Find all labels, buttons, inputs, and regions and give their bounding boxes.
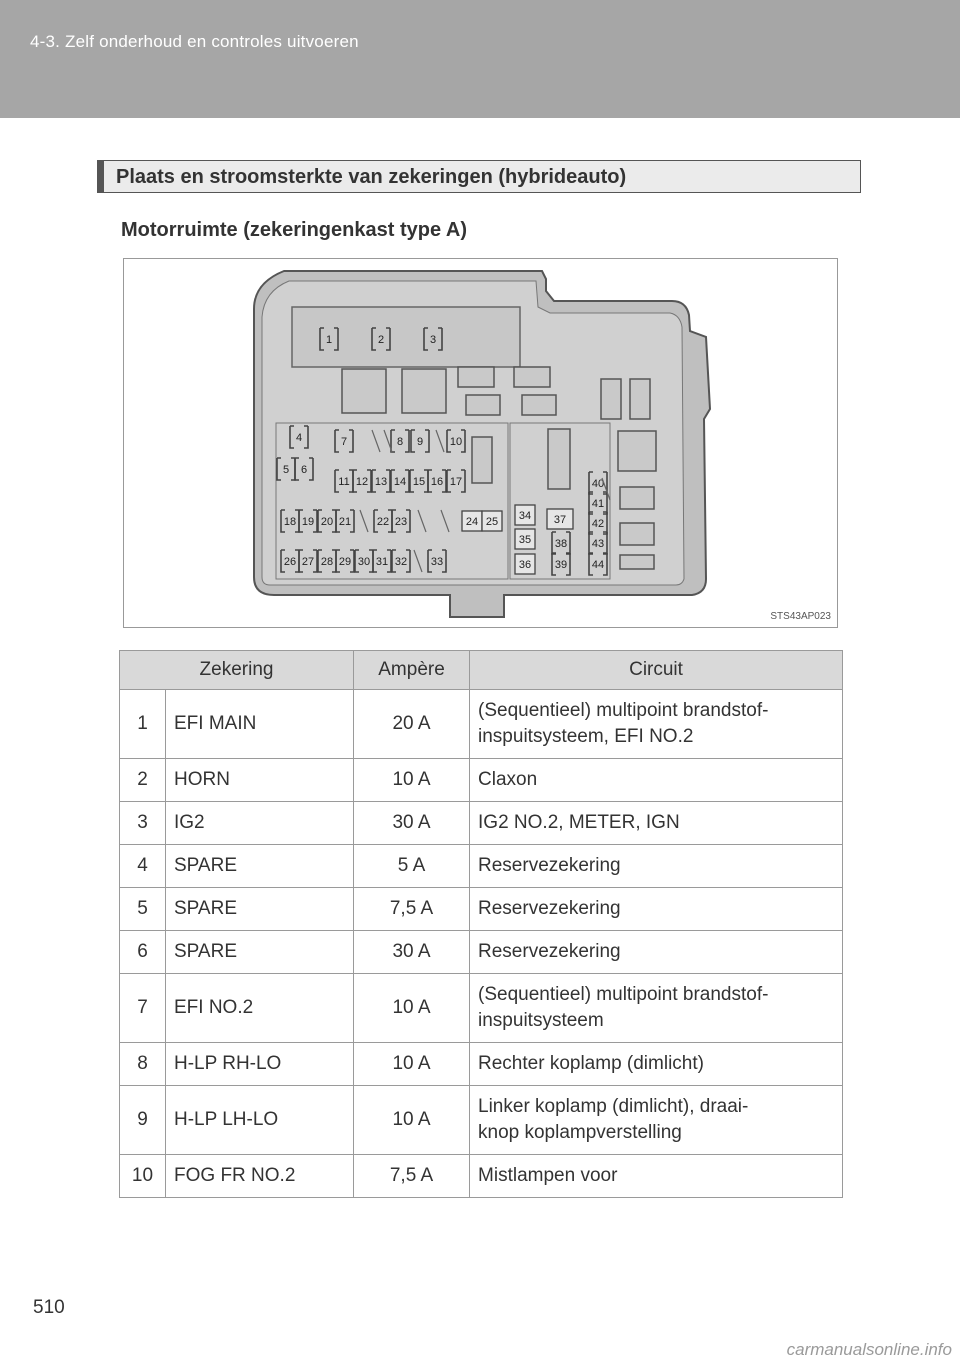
fuse-name: EFI NO.2: [166, 974, 354, 1043]
fuse-label: 6: [300, 464, 308, 476]
fuse-label: 9: [416, 436, 424, 448]
fuse-number: 2: [120, 759, 166, 802]
fuse-label: 22: [376, 516, 390, 528]
fuse-label: 31: [375, 556, 389, 568]
relay-block: [630, 379, 650, 419]
fuse-slot-24: [462, 511, 482, 531]
relay-block: [620, 555, 654, 569]
fuse-label: 41: [591, 498, 605, 510]
fuse-circuit: (Sequentieel) multipoint brandstof- inspuitsysteem, EFI NO.2: [470, 690, 843, 759]
fuse-label: 13: [374, 476, 388, 488]
fuse-label: 40: [591, 478, 605, 490]
fuse-name: SPARE: [166, 888, 354, 931]
fuse-number: 3: [120, 802, 166, 845]
fuse-name: FOG FR NO.2: [166, 1155, 354, 1198]
fuse-label: 27: [301, 556, 315, 568]
fuse-circuit: Rechter koplamp (dimlicht): [470, 1043, 843, 1086]
fuse-label: 14: [393, 476, 407, 488]
fuse-circuit: Mistlampen voor: [470, 1155, 843, 1198]
fuse-number: 5: [120, 888, 166, 931]
fuse-label: 1: [325, 334, 333, 346]
fuse-label: 26: [283, 556, 297, 568]
fuse-label: 28: [320, 556, 334, 568]
fuse-slot-35: [515, 529, 535, 549]
relay-block: [466, 395, 500, 415]
fuse-label: 15: [412, 476, 426, 488]
relay-block: [458, 367, 494, 387]
table-row: [120, 1043, 843, 1086]
table-row: [120, 1155, 843, 1198]
relay-block: [548, 429, 570, 489]
fuse-label: 4: [295, 432, 303, 444]
page-number: 510: [33, 1297, 65, 1318]
fuse-label: 10: [449, 436, 463, 448]
fuse-label: 20: [320, 516, 334, 528]
fuse-name: SPARE: [166, 845, 354, 888]
fuse-label: 11: [338, 476, 350, 488]
fuse-number: 9: [120, 1086, 166, 1155]
table-row: [120, 974, 843, 1043]
fuse-label: 25: [485, 516, 499, 528]
diagram-code: STS43AP023: [770, 611, 831, 622]
fuse-amperage: 20 A: [354, 690, 470, 759]
fuse-slot-34: [515, 505, 535, 525]
fuse-name: H-LP RH-LO: [166, 1043, 354, 1086]
relay-block: [522, 395, 556, 415]
section-title-bar: [97, 160, 861, 193]
header-fuse: Zekering: [120, 651, 354, 690]
table-row: [120, 845, 843, 888]
fuse-label: 44: [591, 559, 605, 571]
fuse-number: 8: [120, 1043, 166, 1086]
fuse-circuit: Claxon: [470, 759, 843, 802]
fuse-label: 12: [355, 476, 369, 488]
fuse-circuit: Reservezekering: [470, 845, 843, 888]
fuse-label: 33: [430, 556, 444, 568]
fuse-amperage: 7,5 A: [354, 1155, 470, 1198]
fuse-label: 3: [429, 334, 437, 346]
table-row: [120, 690, 843, 759]
table-row: [120, 1086, 843, 1155]
fuse-name: EFI MAIN: [166, 690, 354, 759]
table-header-row: [120, 651, 843, 690]
fuse-amperage: 10 A: [354, 759, 470, 802]
section-accent: [98, 161, 104, 192]
fuse-amperage: 30 A: [354, 802, 470, 845]
chapter-title: 4-3. Zelf onderhoud en controles uitvoeren: [30, 32, 359, 51]
section-subtitle: Motorruimte (zekeringenkast type A): [121, 219, 467, 241]
fuse-number: 7: [120, 974, 166, 1043]
fuse-name: IG2: [166, 802, 354, 845]
relay-block: [472, 437, 492, 483]
fuse-label: 37: [553, 514, 567, 526]
fuse-circuit: Reservezekering: [470, 888, 843, 931]
fuse-amperage: 5 A: [354, 845, 470, 888]
relay-block: [620, 487, 654, 509]
section-title: Plaats en stroomsterkte van zekeringen (hybrideauto): [116, 166, 627, 188]
fuse-amperage: 10 A: [354, 1086, 470, 1155]
fuse-label: 38: [554, 538, 568, 550]
fuse-slot-36: [515, 554, 535, 574]
fuse-box-diagram: [123, 258, 838, 628]
fuse-label: 7: [340, 436, 348, 448]
fuse-label: 8: [396, 436, 404, 448]
fuse-label: 34: [518, 510, 532, 522]
relay-block: [620, 523, 654, 545]
fuse-label: 43: [591, 538, 605, 550]
fuse-label: 42: [591, 518, 605, 530]
fuse-number: 10: [120, 1155, 166, 1198]
table-row: [120, 802, 843, 845]
fuse-label: 32: [394, 556, 408, 568]
fuse-amperage: 7,5 A: [354, 888, 470, 931]
header-circuit: Circuit: [470, 651, 843, 690]
relay-block: [601, 379, 621, 419]
fuse-circuit: IG2 NO.2, METER, IGN: [470, 802, 843, 845]
fuse-name: H-LP LH-LO: [166, 1086, 354, 1155]
fuse-label: 21: [338, 516, 352, 528]
fuse-label: 23: [394, 516, 408, 528]
fuse-name: SPARE: [166, 931, 354, 974]
relay-block: [342, 369, 386, 413]
fuse-label: 16: [430, 476, 444, 488]
fuse-label: 17: [449, 476, 463, 488]
relay-block: [514, 367, 550, 387]
fuse-label: 5: [282, 464, 290, 476]
fuse-label: 30: [357, 556, 371, 568]
fuse-circuit: Linker koplamp (dimlicht), draai- knop koplampverstelling: [470, 1086, 843, 1155]
fuse-label: 36: [518, 559, 532, 571]
table-row: [120, 759, 843, 802]
fuse-label: 24: [465, 516, 479, 528]
fuse-name: HORN: [166, 759, 354, 802]
table-row: [120, 931, 843, 974]
fuse-label: 2: [377, 334, 385, 346]
fuse-label: 29: [338, 556, 352, 568]
fuse-number: 6: [120, 931, 166, 974]
fuse-table: [119, 650, 843, 1198]
fuse-circuit: (Sequentieel) multipoint brandstof- inspuitsysteem: [470, 974, 843, 1043]
fuse-circuit: Reservezekering: [470, 931, 843, 974]
watermark: carmanualsonline.info: [786, 1340, 952, 1359]
fuse-label: 19: [301, 516, 315, 528]
fuse-amperage: 10 A: [354, 974, 470, 1043]
fuse-label: 35: [518, 534, 532, 546]
fuse-number: 4: [120, 845, 166, 888]
fuse-amperage: 10 A: [354, 1043, 470, 1086]
fuse-label: 18: [283, 516, 297, 528]
header-band: [0, 0, 960, 118]
fuse-box-illustration: [124, 259, 837, 627]
fuse-number: 1: [120, 690, 166, 759]
fuse-slot-37: [547, 509, 573, 529]
fuse-slot-25: [482, 511, 502, 531]
relay-block: [402, 369, 446, 413]
fuse-amperage: 30 A: [354, 931, 470, 974]
fuse-label: 39: [554, 559, 568, 571]
relay-block: [618, 431, 656, 471]
header-amp: Ampère: [354, 651, 470, 690]
table-row: [120, 888, 843, 931]
